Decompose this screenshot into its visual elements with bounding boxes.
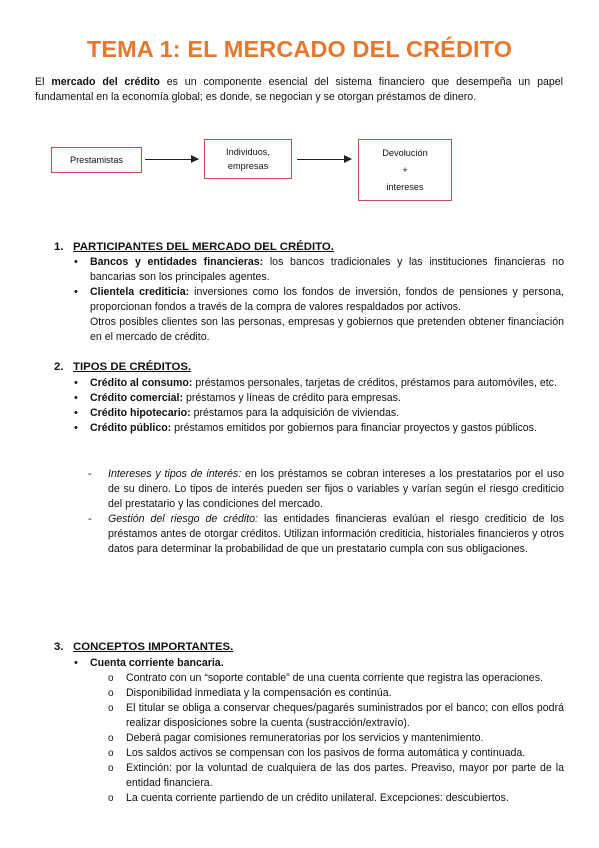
section-3-number: 3. (54, 641, 64, 653)
dash-item (88, 512, 564, 557)
diagram-box-repayment-line3: intereses (386, 181, 424, 192)
diagram-box-repayment-line2: + (402, 164, 408, 175)
section-1-continuation: Otros posibles clientes son las personas, empresas y gobiernos que pretenden obtener financiación en el mercado de crédito. (90, 316, 564, 343)
section-2-heading (54, 361, 191, 373)
sub-item: o La cuenta corriente partiendo de un crédito unilateral. Excepciones: descubiertos. (88, 791, 564, 806)
list-item-text: préstamos emitidos por gobiernos para financiar proyectos y gastos públicos. (171, 422, 537, 434)
sub-item: o El titular se obliga a conservar cheques/pagarés suministrados por el banco; con ellos podrá realizar disposiciones sobre la cuenta (sustracción/extravío). (88, 701, 564, 731)
section-2-list (74, 376, 564, 436)
list-item-term: Crédito público: (90, 422, 172, 434)
list-item (74, 406, 564, 421)
list-item (74, 421, 564, 436)
list-item (74, 285, 564, 315)
page-title: TEMA 1: EL MERCADO DEL CRÉDITO (86, 36, 513, 62)
diagram-box-lenders-label: Prestamistas (69, 155, 124, 165)
sub-item: o Contrato con un “soporte contable” de una cuenta corriente que registra las operaciones. (88, 671, 564, 686)
intro-post: es un componente esencial del sistema financiero que desempeña un papel fundamental en la economía global; es donde, se negocian y se otorgan préstamos de dinero. (35, 76, 563, 103)
intro-paragraph (35, 75, 563, 105)
list-item-term: Bancos y entidades financieras: (90, 256, 264, 268)
intro-pre: El (35, 76, 52, 88)
diagram-arrow-1 (145, 159, 198, 160)
list-item-term: Clientela crediticia: (90, 286, 190, 298)
list-item (74, 376, 564, 391)
section-2-title: TIPOS DE CRÉDITOS. (73, 361, 192, 373)
dash-item-term: Intereses y tipos de interés: (108, 468, 242, 480)
list-item-text: inversiones como los fondos de inversión, fondos de pensiones y persona, proporcionan fondos a través de la compra de valores respaldados por activos. (90, 286, 564, 313)
section-3-sublist (88, 671, 564, 806)
list-item-term: Crédito hipotecario: (90, 407, 191, 419)
diagram-box-borrowers-line1: Individuos, (226, 147, 270, 157)
diagram-box-repayment-line1: Devolución (382, 147, 428, 158)
diagram-box-borrowers (204, 139, 292, 179)
diagram-arrow-2 (297, 159, 351, 160)
section-2-number: 2. (54, 361, 64, 373)
list-item-term: Crédito al consumo: (90, 377, 193, 389)
dash-item-text: en los préstamos se cobran intereses a los prestatarios por el uso de su dinero. Lo tipos de interés pueden ser fijos o variables y varían según el riesgo crediticio del prestatario y las condiciones del mercado. (108, 468, 564, 510)
section-3-heading (54, 641, 233, 653)
section-1-list (74, 255, 564, 345)
diagram-box-lenders (51, 147, 142, 173)
sub-item: o Los saldos activos se compensan con los pasivos de forma automática y continuada. (88, 746, 564, 761)
list-item-text: préstamos personales, tarjetas de créditos, préstamos para automóviles, etc. (192, 377, 557, 389)
dash-item-term: Gestión del riesgo de crédito: (108, 513, 258, 525)
list-item (74, 391, 564, 406)
list-item-term: Cuenta corriente bancaria. (90, 657, 224, 669)
sub-item: o Disponibilidad inmediata y la compensación es continúa. (88, 686, 564, 701)
list-item (74, 656, 564, 671)
section-1-number: 1. (54, 241, 64, 253)
section-1-title: PARTICIPANTES DEL MERCADO DEL CRÉDITO. (73, 241, 334, 253)
list-item-text: los bancos tradicionales y las instituciones financieras no bancarias son los principales agentes. (90, 256, 564, 283)
section-3-list (74, 656, 564, 671)
intro-bold: mercado del crédito (51, 76, 160, 88)
diagram-box-borrowers-line2: empresas (227, 161, 269, 171)
list-item-term: Crédito comercial: (90, 392, 184, 404)
list-item (74, 255, 564, 285)
list-item-text: préstamos y líneas de crédito para empresas. (183, 392, 401, 404)
list-item-text: préstamos para la adquisición de viviendas. (190, 407, 400, 419)
diagram-box-repayment (358, 139, 452, 201)
dash-item-text: las entidades financieras evalúan el riesgo crediticio de los préstamos antes de otorgar créditos. Utilizan información crediticia, historiales financieros y otros datos para determinar la probabilidad de que un prestatario cumpla con sus obligaciones. (108, 513, 564, 555)
dash-item (88, 467, 564, 512)
section-2-dash-list (88, 467, 564, 557)
sub-item: o Deberá pagar comisiones remuneratorias por los servicios y mantenimiento. (88, 731, 564, 746)
section-1-heading (54, 241, 334, 253)
sub-item: o Extinción: por la voluntad de cualquiera de las dos partes. Preaviso, mayor por parte de la entidad financiera. (88, 761, 564, 791)
section-3-title: CONCEPTOS IMPORTANTES. (73, 641, 234, 653)
